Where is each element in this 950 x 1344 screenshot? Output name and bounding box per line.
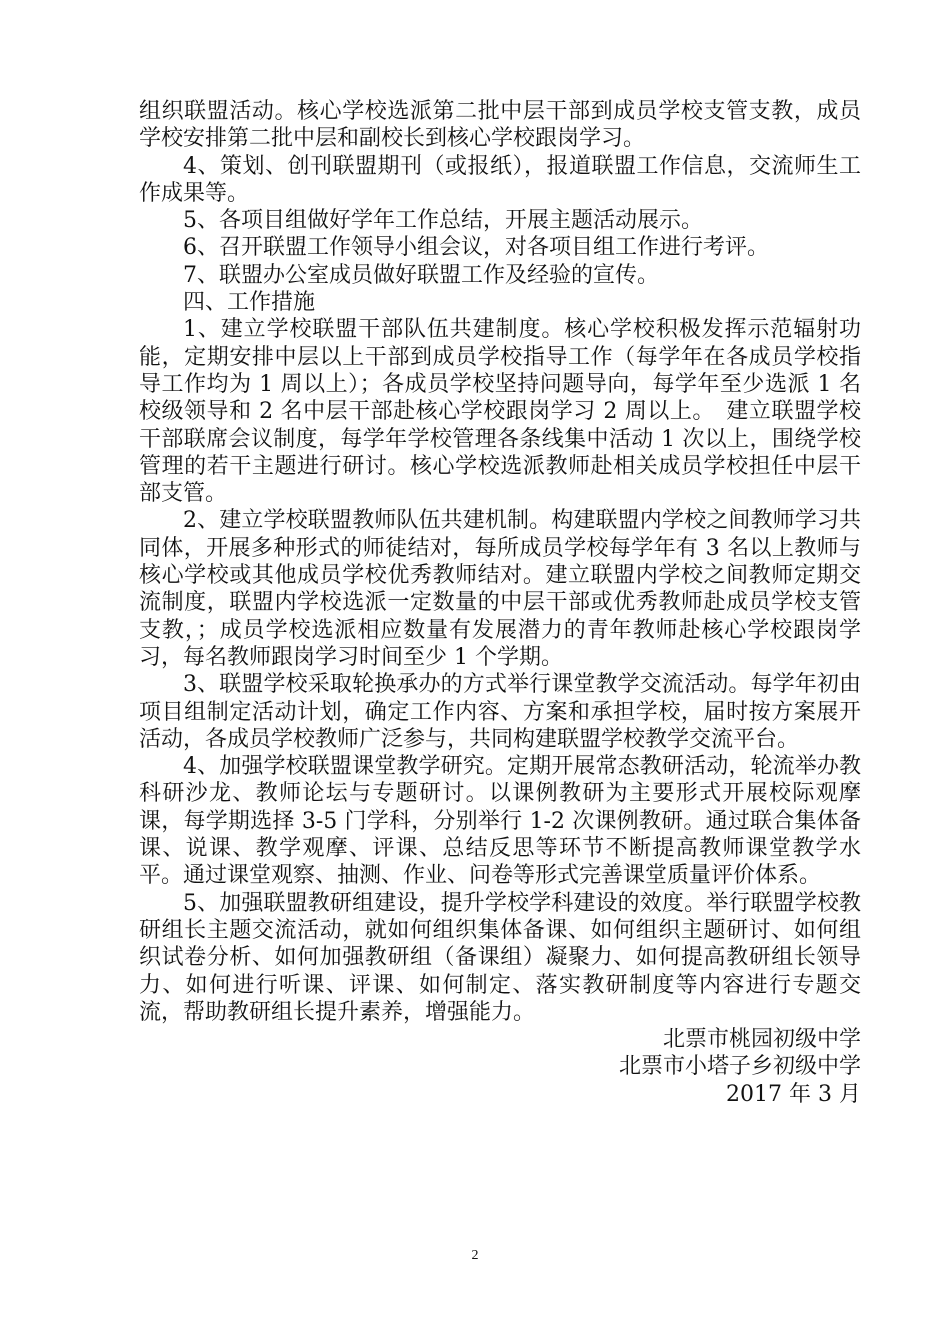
section-heading: 四、工作措施 (183, 290, 316, 316)
signature-date: 2017 年 3 月 (726, 1081, 861, 1107)
document-page (139, 98, 861, 1108)
signature-school-1: 北票市桃园初级中学 (662, 1027, 861, 1053)
paragraph: 6、召开联盟工作领导小组会议，对各项目组工作进行考评。 (183, 235, 769, 261)
paragraph: 7、联盟办公室成员做好联盟工作及经验的宣传。 (183, 262, 659, 288)
paragraph: 4、加强学校联盟课堂教学研究。定期开展常态教研活动，轮流举办教科研沙龙、教师论坛与专题研讨。以课例教研为主要形式开展校际观摩课，每学期选择 3-5 门学科，分别举行 1-2 次课例教研。通过联合集体备课、说课、教学观摩、评课、总结反思等环节不断提高教师课堂教学水平。通过课堂观察、抽测、作业、问卷等形式完善课堂质量评价体系。 (139, 754, 861, 889)
paragraph: 3、联盟学校采取轮换承办的方式举行课堂教学交流活动。每学年初由项目组制定活动计划，确定工作内容、方案和承担学校，届时按方案展开活动，各成员学校教师广泛参与，共同构建联盟学校教学交流平台。 (139, 672, 861, 752)
page-number: 2 (471, 1248, 479, 1263)
document-body (139, 98, 861, 1026)
paragraph: 2、建立学校联盟教师队伍共建机制。构建联盟内学校之间教师学习共同体，开展多种形式的师徒结对，每所成员学校每学年有 3 名以上教师与核心学校或其他成员学校优秀教师结对。建立联盟内学校之间教师定期交流制度，联盟内学校选派一定数量的中层干部或优秀教师赴成员学校支管支教，；成员学校选派相应数量有发展潜力的青年教师赴核心学校跟岗学习，每名教师跟岗学习时间至少 1 个学期。 (139, 508, 861, 670)
paragraph: 1、建立学校联盟干部队伍共建制度。核心学校积极发挥示范辐射功能，定期安排中层以上干部到成员学校指导工作（每学年在各成员学校指导工作均为 1 周以上）；各成员学校坚持问题导向，每学年至少选派 1 名校级领导和 2 名中层干部赴核心学校跟岗学习 2 周以上。 建立联盟学校干部联席会议制度，每学年学校管理各条线集中活动 1 次以上，围绕学校管理的若干主题进行研讨。核心学校选派教师赴相关成员学校担任中层干部支管。 (139, 317, 861, 507)
paragraph: 5、加强联盟教研组建设，提升学校学科建设的效度。举行联盟学校教研组长主题交流活动，就如何组织集体备课、如何组织主题研讨、如何组织试卷分析、如何加强教研组（备课组）凝聚力、如何提高教研组长领导力、如何进行听课、评课、如何制定、落实教研制度等内容进行专题交流，帮助教研组长提升素养，增强能力。 (139, 890, 861, 1025)
signature-block (139, 1026, 861, 1108)
paragraph: 组织联盟活动。核心学校选派第二批中层干部到成员学校支管支教，成员学校安排第二批中层和副校长到核心学校跟岗学习。 (139, 99, 861, 152)
paragraph: 4、策划、创刊联盟期刊（或报纸），报道联盟工作信息，交流师生工作成果等。 (139, 153, 861, 206)
signature-school-2: 北票市小塔子乡初级中学 (618, 1054, 861, 1080)
paragraph: 5、各项目组做好学年工作总结，开展主题活动展示。 (183, 208, 703, 234)
